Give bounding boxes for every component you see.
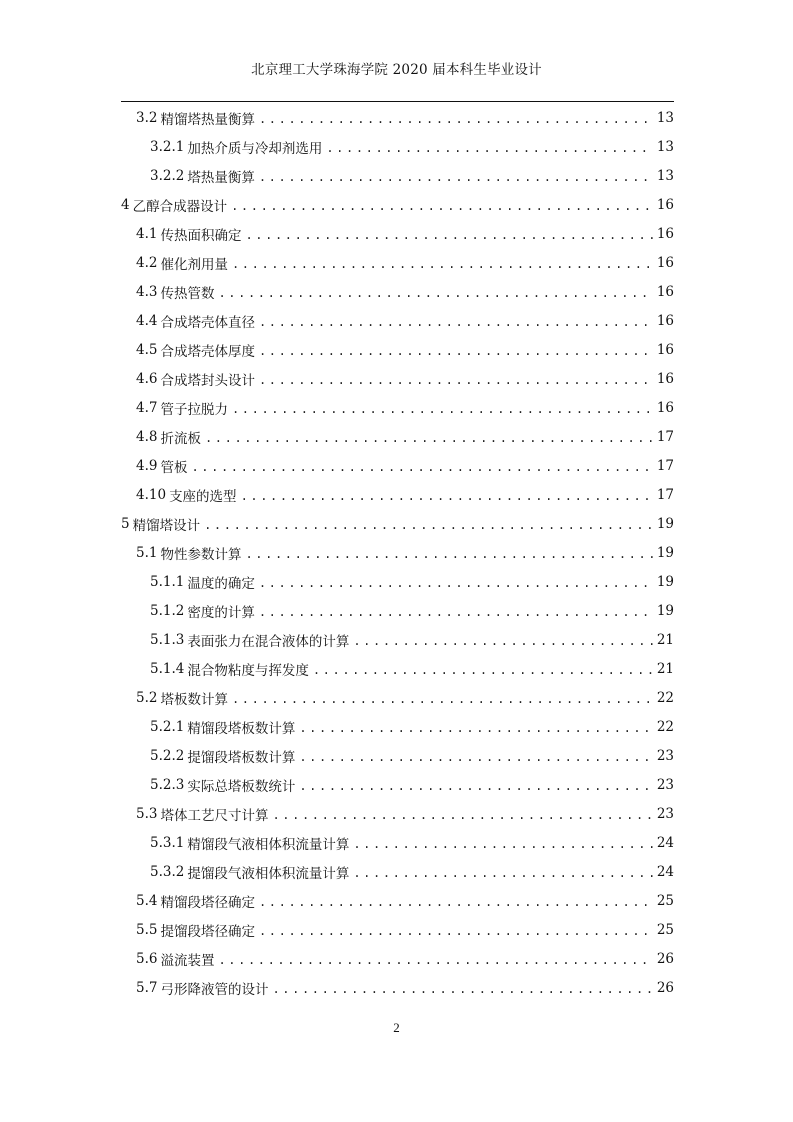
toc-entry[interactable] (136, 799, 674, 828)
toc-dot-leader (353, 837, 652, 851)
toc-entry-page: 26 (656, 979, 674, 996)
toc-dot-leader (204, 518, 653, 532)
toc-entry-page: 19 (656, 573, 674, 590)
toc-entry[interactable] (136, 973, 674, 1002)
toc-entry[interactable] (136, 422, 674, 451)
toc-entry-page: 16 (656, 254, 674, 271)
toc-entry[interactable] (136, 393, 674, 422)
toc-entry-number: 4.8 (136, 428, 158, 445)
toc-entry-title: 管子拉脱力 (160, 401, 228, 418)
toc-entry-title: 物性参数计算 (160, 546, 242, 563)
toc-entry-number: 5.2.1 (150, 718, 185, 735)
toc-entry-title: 密度的计算 (187, 604, 255, 621)
toc-entry[interactable] (136, 538, 674, 567)
toc-entry-page: 16 (656, 225, 674, 242)
toc-entry-number: 5.1.4 (150, 660, 185, 677)
toc-entry-number: 5.5 (136, 921, 158, 938)
toc-dot-leader (353, 634, 652, 648)
toc-dot-leader (259, 315, 653, 329)
toc-entry-title: 折流板 (160, 430, 201, 447)
toc-entry-page: 22 (656, 718, 674, 735)
toc-entry[interactable] (150, 654, 674, 683)
toc-entry-title: 乙醇合成器设计 (132, 198, 228, 215)
toc-entry-number: 5.1.1 (150, 573, 185, 590)
toc-entry-title: 塔体工艺尺寸计算 (160, 807, 269, 824)
toc-entry-number: 5.1.2 (150, 602, 185, 619)
toc-entry-title: 溢流装置 (160, 952, 215, 969)
toc-entry[interactable] (150, 132, 674, 161)
toc-entry[interactable] (136, 480, 674, 509)
toc-entry-title: 合成塔壳体直径 (160, 314, 255, 331)
toc-entry-title: 提馏段塔径确定 (160, 923, 255, 940)
toc-entry-title: 塔板数计算 (160, 691, 228, 708)
toc-entry-title: 催化剂用量 (160, 256, 228, 273)
toc-entry[interactable] (136, 103, 674, 132)
toc-dot-leader (218, 953, 652, 967)
toc-dot-leader (232, 257, 653, 271)
toc-dot-leader (299, 779, 652, 793)
toc-entry[interactable] (150, 770, 674, 799)
toc-entry-number: 4.1 (136, 225, 158, 242)
toc-entry-number: 4.9 (136, 457, 158, 474)
toc-entry-page: 16 (656, 341, 674, 358)
toc-entry-page: 16 (656, 283, 674, 300)
toc-entry[interactable] (121, 190, 674, 219)
toc-entry[interactable] (150, 741, 674, 770)
toc-entry-title: 支座的选型 (169, 488, 237, 505)
toc-entry-page: 13 (656, 167, 674, 184)
toc-entry-page: 13 (656, 138, 674, 155)
toc-entry-title: 温度的确定 (187, 575, 255, 592)
toc-entry[interactable] (150, 161, 674, 190)
toc-entry-number: 4.6 (136, 370, 158, 387)
toc-dot-leader (259, 576, 653, 590)
toc-entry[interactable] (136, 451, 674, 480)
toc-entry[interactable] (150, 712, 674, 741)
toc-dot-leader (353, 866, 652, 880)
toc-entry-number: 4.5 (136, 341, 158, 358)
toc-entry[interactable] (136, 364, 674, 393)
toc-entry-number: 5.2.3 (150, 776, 185, 793)
toc-entry-title: 表面张力在混合液体的计算 (187, 633, 350, 650)
toc-entry-number: 3.2 (136, 109, 158, 126)
toc-entry-number: 5.3.1 (150, 834, 185, 851)
toc-entry-title: 精馏塔热量衡算 (160, 111, 255, 128)
toc-entry[interactable] (121, 509, 674, 538)
toc-entry-number: 5.6 (136, 950, 158, 967)
toc-entry[interactable] (136, 683, 674, 712)
toc-dot-leader (259, 605, 653, 619)
toc-entry-page: 22 (656, 689, 674, 706)
toc-entry[interactable] (136, 915, 674, 944)
toc-dot-leader (272, 982, 652, 996)
header-divider (121, 101, 674, 102)
toc-entry-title: 合成塔封头设计 (160, 372, 255, 389)
toc-entry-number: 4.2 (136, 254, 158, 271)
toc-entry-number: 4.3 (136, 283, 158, 300)
toc-entry-number: 3.2.2 (150, 167, 185, 184)
toc-entry-page: 16 (656, 196, 674, 213)
toc-entry-title: 提馏段塔板数计算 (187, 749, 296, 766)
toc-dot-leader (245, 547, 652, 561)
toc-entry-number: 5 (121, 515, 130, 532)
toc-dot-leader (245, 228, 652, 242)
toc-entry-page: 24 (656, 863, 674, 880)
toc-dot-leader (259, 112, 653, 126)
toc-dot-leader (259, 895, 653, 909)
toc-entry-number: 5.1.3 (150, 631, 185, 648)
toc-entry-page: 19 (656, 515, 674, 532)
toc-entry-page: 25 (656, 892, 674, 909)
toc-entry-title: 提馏段气液相体积流量计算 (187, 865, 350, 882)
toc-entry-title: 实际总塔板数统计 (187, 778, 296, 795)
toc-entry-number: 5.2 (136, 689, 158, 706)
toc-entry-number: 4 (121, 196, 130, 213)
toc-entry-title: 精馏段塔径确定 (160, 894, 255, 911)
toc-entry-title: 加热介质与冷却剂选用 (187, 140, 323, 157)
toc-dot-leader (259, 344, 653, 358)
toc-entry[interactable] (150, 625, 674, 654)
toc-dot-leader (326, 141, 652, 155)
toc-entry-title: 精馏塔设计 (132, 517, 201, 534)
toc-entry-page: 25 (656, 921, 674, 938)
toc-entry-page: 17 (656, 486, 674, 503)
toc-entry-page: 23 (656, 747, 674, 764)
toc-dot-leader (218, 286, 652, 300)
toc-entry-title: 精馏段塔板数计算 (187, 720, 296, 737)
toc-entry[interactable] (136, 944, 674, 973)
toc-entry[interactable] (136, 886, 674, 915)
toc-entry-number: 5.3.2 (150, 863, 185, 880)
toc-entry-page: 16 (656, 399, 674, 416)
toc-entry-page: 24 (656, 834, 674, 851)
toc-dot-leader (272, 808, 652, 822)
toc-dot-leader (259, 373, 653, 387)
toc-entry-number: 5.7 (136, 979, 158, 996)
toc-dot-leader (259, 924, 653, 938)
toc-entry-title: 管板 (160, 459, 188, 476)
toc-dot-leader (191, 460, 652, 474)
toc-entry-page: 16 (656, 312, 674, 329)
toc-entry-number: 4.10 (136, 486, 167, 503)
toc-entry-page: 26 (656, 950, 674, 967)
toc-entry[interactable] (136, 306, 674, 335)
toc-entry-number: 5.4 (136, 892, 158, 909)
toc-entry-page: 23 (656, 805, 674, 822)
toc-entry[interactable] (150, 857, 674, 886)
toc-entry-page: 21 (656, 631, 674, 648)
toc-entry-title: 混合物粘度与挥发度 (187, 662, 309, 679)
toc-entry-page: 19 (656, 544, 674, 561)
toc-entry[interactable] (136, 277, 674, 306)
page-header-title: 北京理工大学珠海学院 2020 届本科生毕业设计 (251, 62, 542, 78)
toc-entry-number: 4.4 (136, 312, 158, 329)
toc-entry[interactable] (150, 828, 674, 857)
toc-dot-leader (232, 692, 653, 706)
toc-entry[interactable] (150, 567, 674, 596)
toc-entry-number: 3.2.1 (150, 138, 185, 155)
toc-entry-page: 17 (656, 457, 674, 474)
toc-entry[interactable] (136, 219, 674, 248)
toc-entry-number: 5.3 (136, 805, 158, 822)
toc-entry-title: 弓形降液管的设计 (160, 981, 269, 998)
toc-entry-number: 5.1 (136, 544, 158, 561)
toc-dot-leader (299, 721, 652, 735)
toc-entry-title: 合成塔壳体厚度 (160, 343, 255, 360)
toc-entry-page: 13 (656, 109, 674, 126)
toc-entry-title: 塔热量衡算 (187, 169, 255, 186)
toc-entry-page: 16 (656, 370, 674, 387)
toc-dot-leader (313, 663, 653, 677)
toc-entry-page: 19 (656, 602, 674, 619)
toc-entry-title: 传热管数 (160, 285, 215, 302)
page-number: 2 (393, 1020, 400, 1035)
toc-dot-leader (259, 170, 653, 184)
toc-entry-title: 精馏段气液相体积流量计算 (187, 836, 350, 853)
toc-dot-leader (232, 402, 653, 416)
toc-entry[interactable] (150, 596, 674, 625)
toc-entry[interactable] (136, 335, 674, 364)
toc-entry-number: 5.2.2 (150, 747, 185, 764)
toc-entry-number: 4.7 (136, 399, 158, 416)
toc-entry-page: 23 (656, 776, 674, 793)
toc-entry[interactable] (136, 248, 674, 277)
toc-entry-page: 17 (656, 428, 674, 445)
toc-dot-leader (205, 431, 653, 445)
toc-entry-page: 21 (656, 660, 674, 677)
toc-entry-title: 传热面积确定 (160, 227, 242, 244)
toc-dot-leader (241, 489, 653, 503)
toc-dot-leader (231, 199, 653, 213)
toc-dot-leader (299, 750, 652, 764)
